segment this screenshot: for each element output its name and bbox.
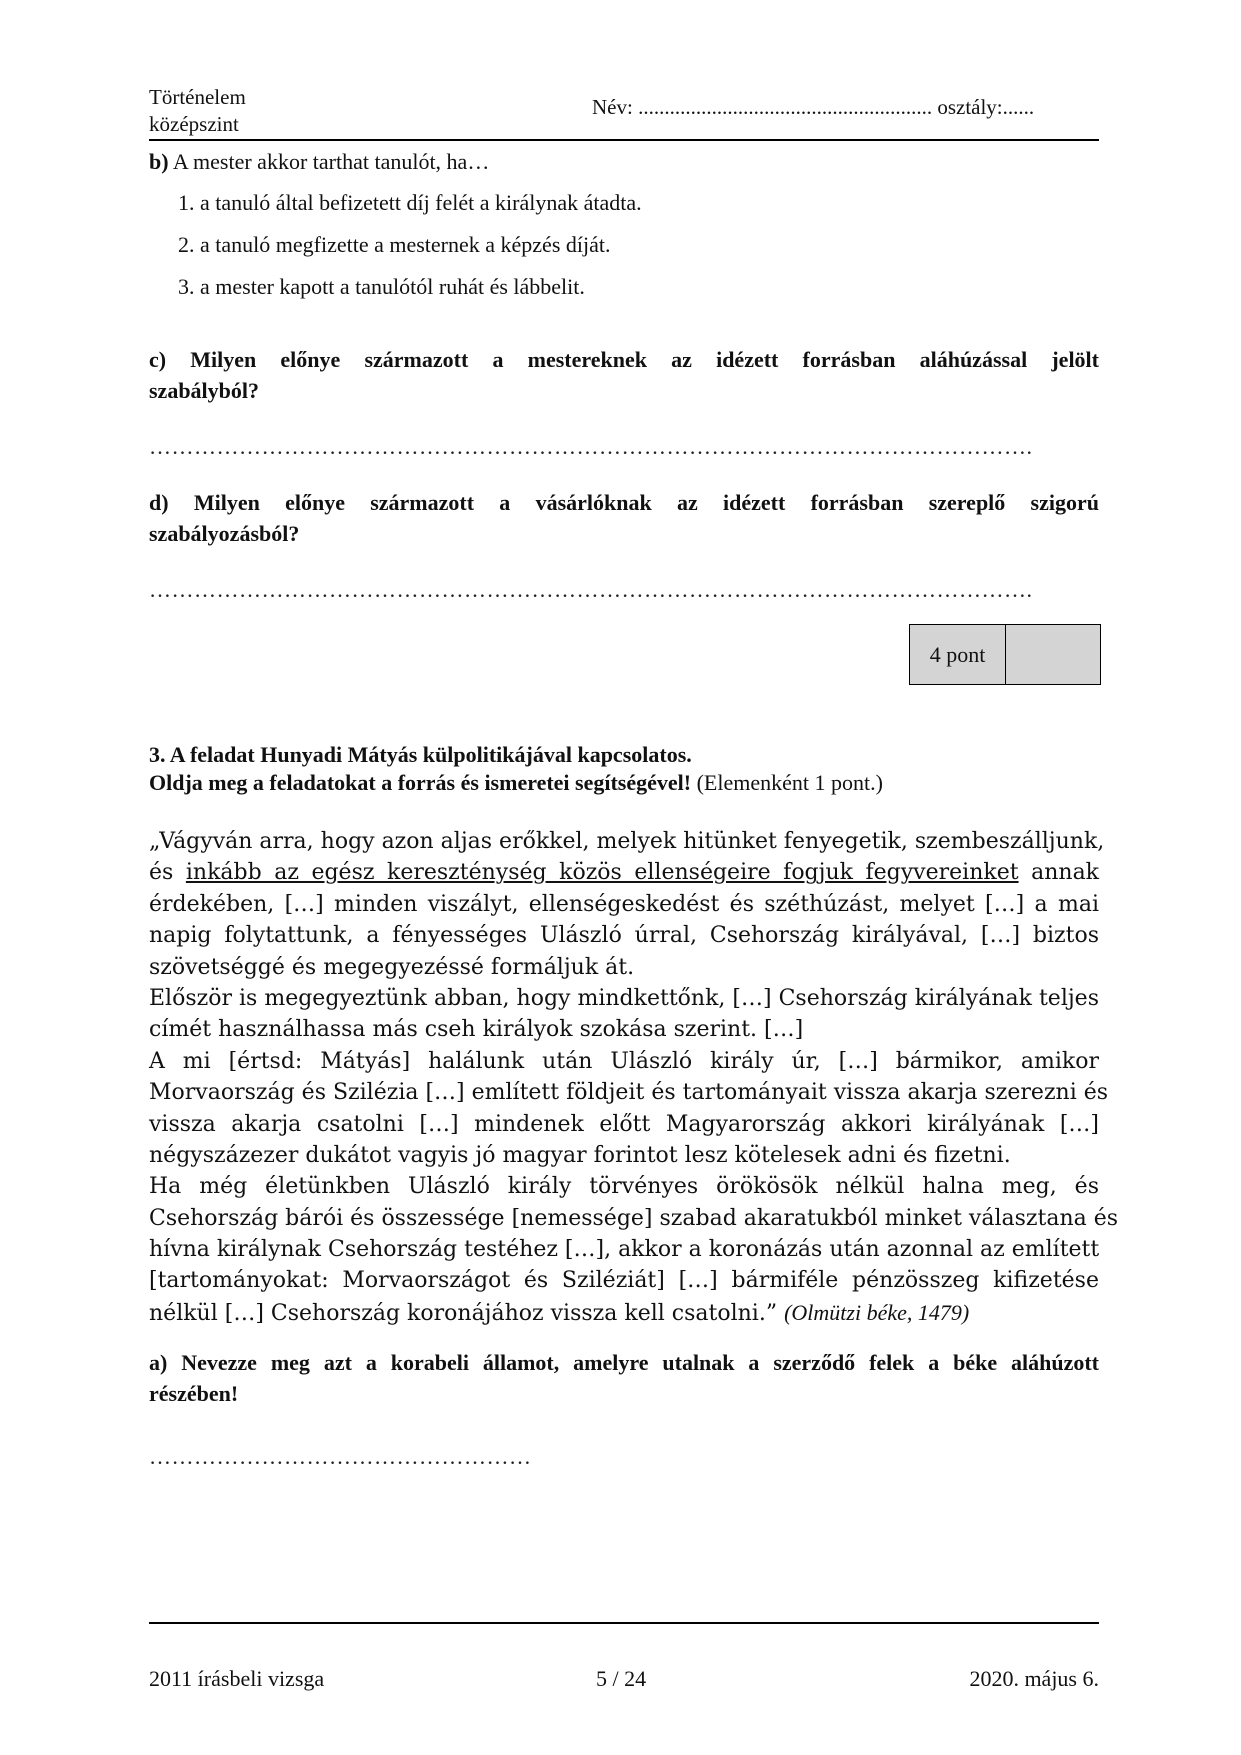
quote-line: négyszázezer dukátot vagyis jó magyar forintot lesz kötelesek adni és fizetni. <box>149 1142 1011 1168</box>
question-b-label: b) <box>149 149 169 174</box>
score-label: 4 pont <box>910 625 1006 684</box>
underlined-passage: inkább az egész kereszténység közös ellenségeire fogjuk fegyvereinket <box>185 860 1019 886</box>
question-c-line2: szabályból? <box>149 378 260 403</box>
quote-suffix: annak <box>1031 860 1100 886</box>
name-class-field: Név: ........................................................ osztály:...... <box>592 95 1035 119</box>
quote-line-underlined <box>149 857 1099 888</box>
task3-instruction-points: (Elemenként 1 pont.) <box>691 770 883 795</box>
question-b <box>149 149 489 175</box>
header-subject <box>149 84 246 138</box>
header-divider <box>149 139 1099 141</box>
page-number: 5 / 24 <box>596 1666 647 1691</box>
quote-line: napig folytattunk, a fényességes Ulászló úrral, Csehország királyával, […] biztos <box>149 923 1099 949</box>
option-item: 3. a mester kapott a tanulótól ruhát és lábbelit. <box>178 274 585 299</box>
quote-end: nélkül […] Csehország koronájához vissza kell csatolni.” <box>149 1300 778 1326</box>
quote-line-final <box>149 1297 1099 1328</box>
quote-line: címét használhassa más cseh királyok szokása szerint. […] <box>149 1017 804 1043</box>
question-d-line2: szabályozásból? <box>149 521 300 546</box>
footer-divider <box>149 1622 1099 1624</box>
question-a-line1: a) Nevezze meg azt a korabeli államot, amelyre utalnak a szerződő felek a béke aláhúzott <box>149 1350 1099 1375</box>
quote-line: „Vágyván arra, hogy azon aljas erőkkel, melyek hitünket fenyegetik, szembeszálljunk, <box>149 829 1105 854</box>
question-c-line1: c) Milyen előnye származott a mestereknek az idézett forrásban aláhúzással jelölt <box>149 347 1099 372</box>
quote-line: Morvaország és Szilézia […] említett földjeit és tartományait vissza akarja szerezni és <box>149 1080 1109 1106</box>
subject-level: középszint <box>149 112 239 136</box>
score-box <box>909 624 1101 685</box>
footer-date: 2020. május 6. <box>969 1666 1099 1691</box>
footer-exam-code: 2011 írásbeli vizsga <box>149 1666 325 1691</box>
question-d-line1: d) Milyen előnye származott a vásárlóknak az idézett forrásban szereplő szigorú <box>149 490 1099 515</box>
subject-name: Történelem <box>149 85 246 109</box>
quote-line: A mi [értsd: Mátyás] halálunk után Ulászló király úr, […] bármikor, amikor <box>149 1048 1099 1074</box>
option-item: 2. a tanuló megfizette a mesternek a képzés díját. <box>178 232 611 257</box>
answer-line-d[interactable]: ………………………………………………………………………………………………………. <box>149 577 1033 602</box>
question-a-line2: részében! <box>149 1381 239 1406</box>
task3-title: 3. A feladat Hunyadi Mátyás külpolitikájával kapcsolatos. <box>149 742 692 767</box>
option-item: 1. a tanuló által befizetett díj felét a királynak átadta. <box>178 190 642 215</box>
quote-prefix: és <box>149 860 174 886</box>
quote-line: Először is megegyeztünk abban, hogy mindkettőnk, […] Csehország királyának teljes <box>149 985 1099 1011</box>
question-b-text: A mester akkor tarthat tanulót, ha… <box>172 149 490 174</box>
answer-line-a[interactable]: …………………………………………… <box>149 1444 532 1469</box>
answer-line-c[interactable]: ………………………………………………………………………………………………………. <box>149 434 1033 459</box>
quote-line: szövetséggé és megegyezéssé formáljuk át. <box>149 954 635 980</box>
task3-instruction-bold: Oldja meg a feladatokat a forrás és ismeretei segítségével! <box>149 770 692 795</box>
quote-line: hívna királynak Csehország testéhez […], akkor a koronázás után azonnal az említett <box>149 1237 1100 1263</box>
quote-line: vissza akarja csatolni […] mindenek előtt Magyarország akkori királyának […] <box>149 1111 1099 1137</box>
source-quote <box>149 826 1119 1328</box>
quote-line: [tartományokat: Morvaországot és Sziléziát] […] bármiféle pénzösszeg kifizetése <box>149 1268 1099 1294</box>
score-entry-cell[interactable] <box>1006 625 1100 684</box>
quote-line: Ha még életünkben Ulászló király törvényes örökösök nélkül halna meg, és <box>149 1174 1099 1200</box>
task3-instruction <box>149 770 883 796</box>
quote-line: érdekében, […] minden viszályt, ellenségeskedést és széthúzást, melyet […] a mai <box>149 891 1099 917</box>
quote-source: (Olmützi béke, 1479) <box>784 1299 970 1325</box>
quote-line: Csehország bárói és összessége [nemessége] szabad akaratukból minket választana és <box>149 1205 1119 1231</box>
